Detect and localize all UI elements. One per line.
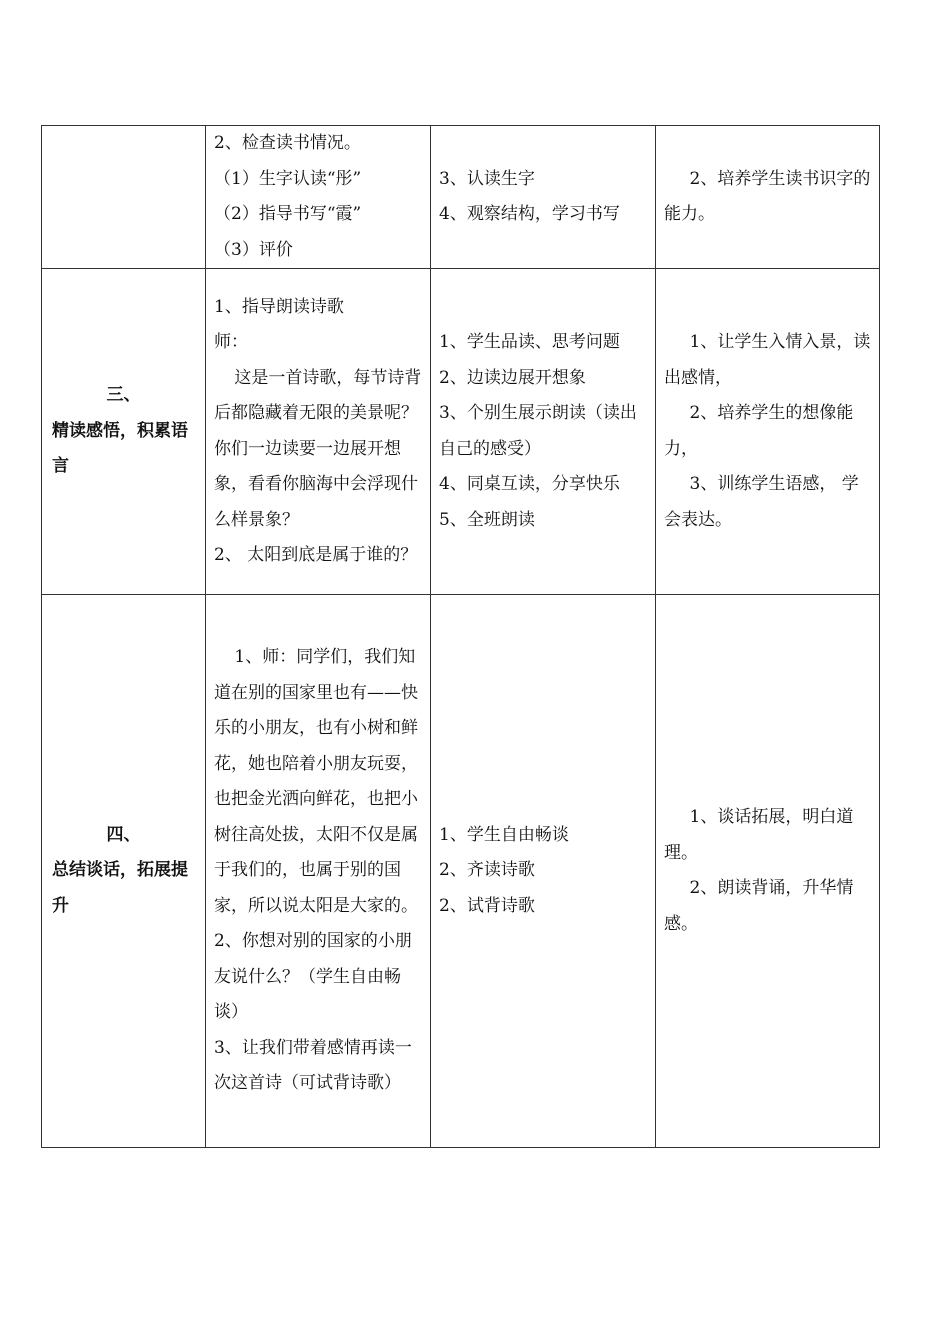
table-row [42,595,880,1148]
student-line: 1、学生品读、思考问题 [439,332,620,352]
goal-line: 1、让学生入情入景，读出感情， [664,332,871,388]
teacher-line: （3）评价 [214,239,293,260]
student-line: 3、认读生字 [439,168,535,189]
student-line: 1、学生自由畅谈 [439,824,569,845]
teacher-line: 1、师：同学们，我们知道在别的国家里也有——快乐的小朋友，也有小树和鲜花，她也陪着小朋友玩耍，也把金光洒向鲜花，也把小树往高处拔，太阳不仅是属于我们的，也属于别的国家，所以说太阳是大家的。 [214,647,418,916]
student-activity-cell [431,595,656,1148]
goal-line: 2、朗读背诵，升华情感。 [664,878,854,934]
teacher-activity-cell [206,126,431,269]
goal-line: 1、谈话拓展，明白道理。 [664,807,854,863]
stage-title: 总结谈话，拓展提升 [52,860,188,916]
goal-line: 2、培养学生读书识字的能力。 [664,168,871,224]
student-line: 4、同桌互读，分享快乐 [439,474,620,494]
teacher-line: 师： [214,332,248,352]
teacher-activity-cell [206,269,431,595]
stage-number: 四、 [106,824,141,845]
stage-cell [42,269,206,595]
student-line: 5、全班朗读 [439,509,535,530]
student-line: 2、试背诗歌 [439,895,535,916]
teacher-line: 3、让我们带着感情再读一次这首诗（可试背诗歌） [214,1037,412,1094]
teacher-line: 2、 太阳到底是属于谁的？ [214,545,418,565]
stage-cell [42,126,206,269]
stage-cell [42,595,206,1148]
student-activity-cell [431,126,656,269]
teacher-line: 1、指导朗读诗歌 [214,296,344,317]
teacher-line: （2）指导书写“霞” [214,204,362,224]
design-intent-cell [656,126,880,269]
goal-line: 3、训练学生语感， 学会表达。 [664,474,859,530]
goal-line: 2、培养学生的想像能力， [664,403,854,459]
lesson-plan-table [41,125,880,1148]
table-row [42,126,880,269]
teacher-line: （1）生字认读“彤” [214,168,362,189]
student-line: 4、观察结构，学习书写 [439,204,620,224]
stage-title: 精读感悟，积累语言 [52,420,188,477]
stage-number: 三、 [106,385,141,406]
student-activity-cell [431,269,656,595]
student-line: 3、个别生展示朗读（读出自己的感受） [439,403,637,459]
table-row [42,269,880,595]
design-intent-cell [656,595,880,1148]
teacher-line: 2、你想对别的国家的小朋友说什么？（学生自由畅谈） [214,931,412,1023]
design-intent-cell [656,269,880,595]
teacher-line: 这是一首诗歌，每节诗背后都隐藏着无限的美景呢？你们一边读要一边展开想象，看看你脑海中会浮现什么样景象？ [214,367,422,530]
teacher-activity-cell [206,595,431,1148]
student-line: 2、齐读诗歌 [439,860,535,881]
teacher-line: 2、检查读书情况。 [214,133,361,153]
student-line: 2、边读边展开想象 [439,367,586,388]
